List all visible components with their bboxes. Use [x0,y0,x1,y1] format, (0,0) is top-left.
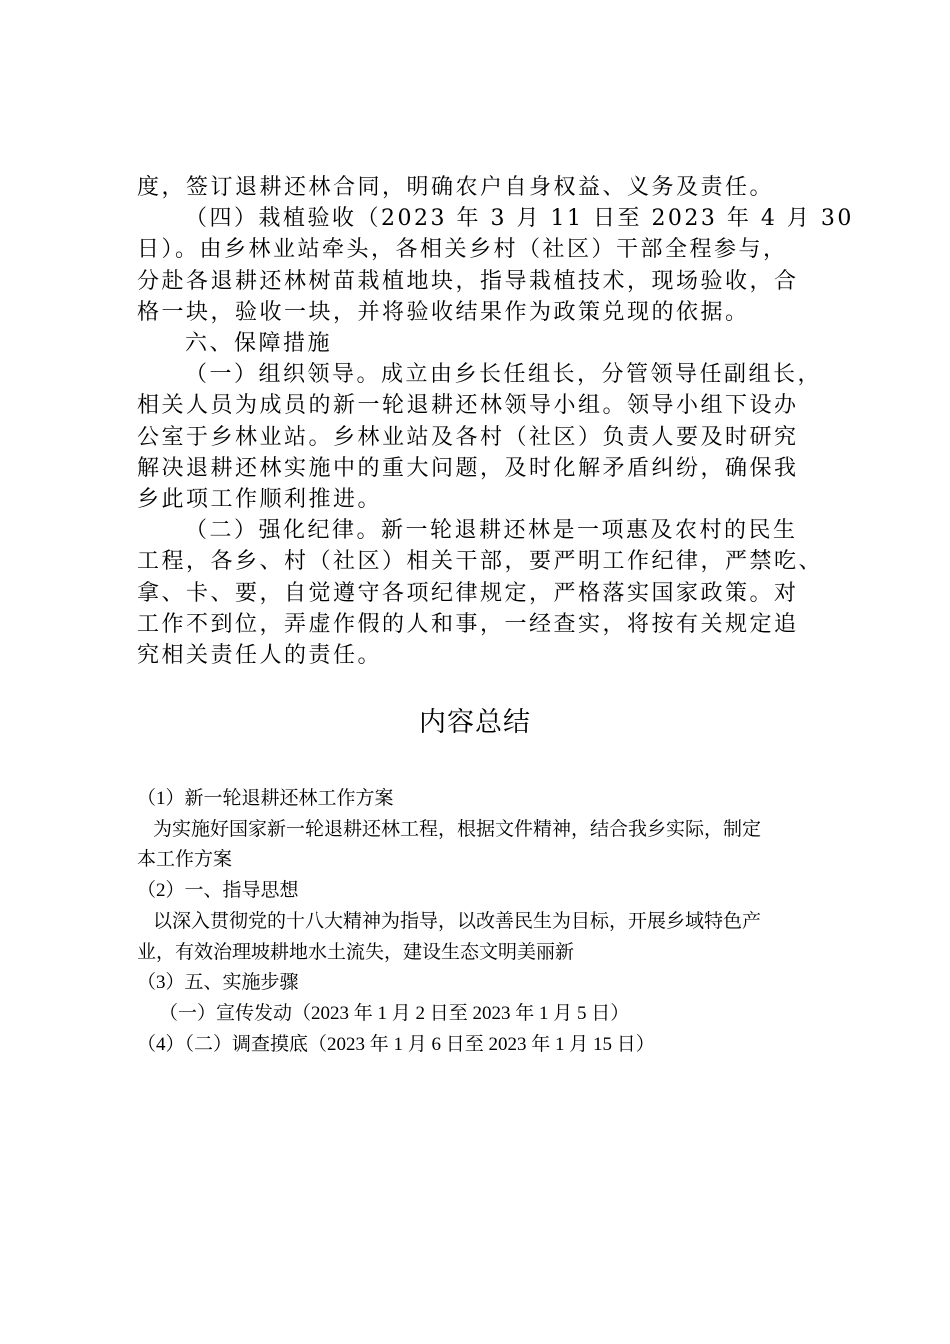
summary-item: （4）（二）调查摸底（2023 年 1 月 6 日至 2023 年 1 月 15 日） [137,1033,655,1055]
body-line: 格一块，验收一块，并将验收结果作为政策兑现的依据。 [137,299,750,325]
section-heading: 六、保障措施 [185,331,333,357]
body-line: 乡此项工作顺利推进。 [137,487,383,513]
body-line: （四）栽植验收（2023 年 3 月 11 日至 2023 年 4 月 30 [185,206,854,232]
summary-item: 以深入贯彻党的十八大精神为指导，以改善民生为目标，开展乡域特色产 [153,910,762,932]
body-line: 工作不到位，弄虚作假的人和事，一经查实，将按有关规定追 [137,611,799,637]
summary-item: （3）五、实施步骤 [137,972,299,994]
summary-item: 本工作方案 [137,849,233,871]
body-text [137,172,854,671]
body-line: 度，签订退耕还林合同，明确农户自身权益、义务及责任。 [137,175,775,200]
body-line: 公室于乡林业站。乡林业站及各村（社区）负责人要及时研究 [137,424,799,450]
body-line: 日）。由乡林业站牵头，各相关乡村（社区）干部全程参与， [137,237,788,263]
summary-title: 内容总结 [419,707,531,737]
summary-item: （2）一、指导思想 [137,880,299,902]
summary-item: （1）新一轮退耕还林工作方案 [137,788,394,809]
body-line: 分赴各退耕还林树苗栽植地块，指导栽植技术，现场验收，合 [137,268,799,294]
body-line: 工程，各乡、村（社区）相关干部，要严明工作纪律，严禁吃、 [137,549,824,575]
body-line: 相关人员为成员的新一轮退耕还林领导小组。领导小组下设办 [137,393,799,419]
body-line: 拿、卡、要，自觉遵守各项纪律规定，严格落实国家政策。对 [137,580,799,606]
body-line: 究相关责任人的责任。 [137,643,383,669]
summary-item: （一）宣传发动（2023 年 1 月 2 日至 2023 年 1 月 5 日） [159,1002,630,1024]
summary-list [137,784,827,1060]
body-line: （二）强化纪律。新一轮退耕还林是一项惠及农村的民生 [185,518,798,544]
body-line: （一）组织领导。成立由乡长任组长，分管领导任副组长， [185,362,823,388]
summary-item: 业，有效治理坡耕地水土流失，建设生态文明美丽新 [137,941,575,963]
summary-item: 为实施好国家新一轮退耕还林工程，根据文件精神，结合我乡实际，制定 [153,818,762,840]
body-line: 解决退耕还林实施中的重大问题，及时化解矛盾纠纷，确保我 [137,455,799,481]
